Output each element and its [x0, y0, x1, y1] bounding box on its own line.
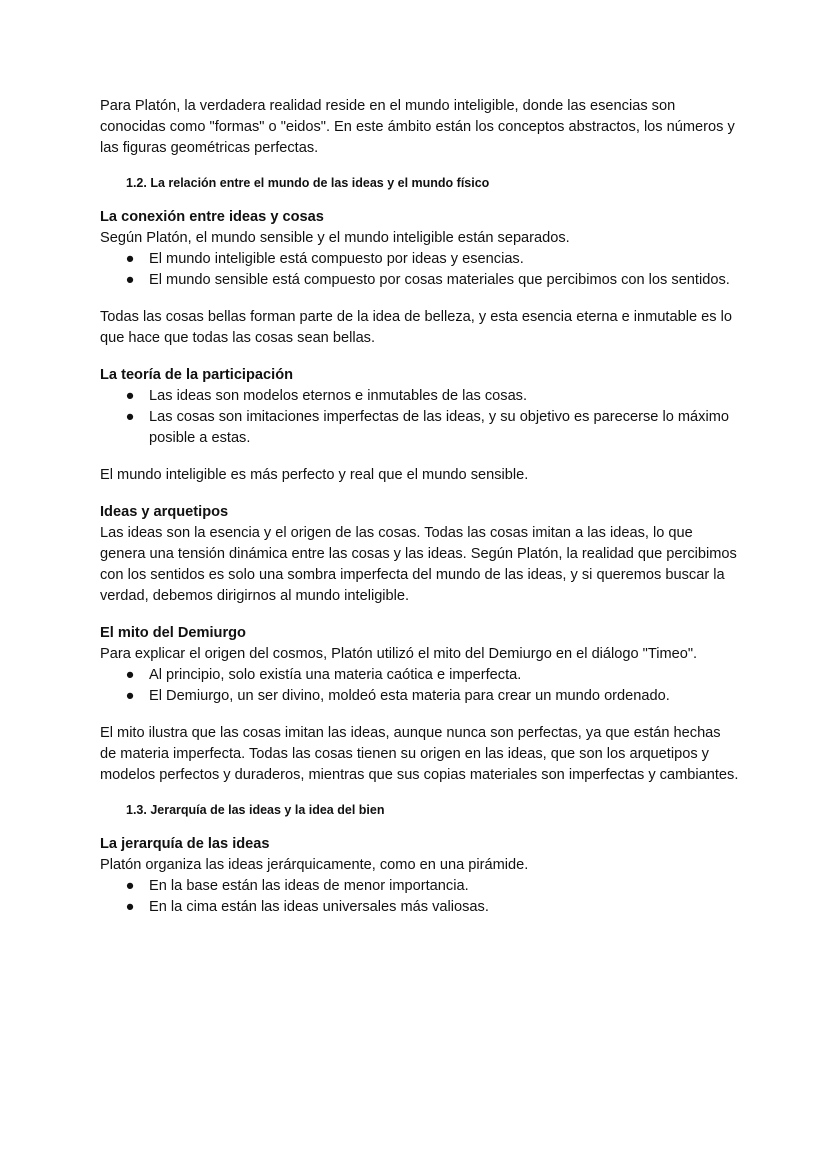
heading-arquetipos: Ideas y arquetipos — [100, 504, 229, 520]
section-heading-1-2: 1.2. La relación entre el mundo de las ideas y el mundo físico — [126, 176, 490, 190]
bullet-icon: ● — [125, 388, 135, 404]
list-demiurgo — [100, 665, 740, 707]
heading-participacion: La teoría de la participación — [100, 367, 294, 383]
list-item: ● Las cosas son imitaciones imperfectas de las ideas, y su objetivo es parecerse lo máximo posible a estas. — [125, 409, 729, 446]
paragraph-demiurgo: Para explicar el origen del cosmos, Platón utilizó el mito del Demiurgo en el diálogo "Timeo". — [100, 646, 698, 662]
bullet-icon: ● — [125, 899, 135, 915]
intro-paragraph: Para Platón, la verdadera realidad reside en el mundo inteligible, donde las esencias son conocidas como "formas" o "eidos". En este ámbito están los conceptos abstractos, los números y las figuras geométricas perfectas. — [100, 98, 735, 156]
list-item: ● En la cima están las ideas universales más valiosas. — [100, 897, 740, 918]
bullet-icon: ● — [125, 667, 135, 683]
list-item: ● Las ideas son modelos eternos e inmutables de las cosas. — [100, 386, 740, 407]
bullet-icon: ● — [125, 272, 135, 288]
heading-conexion: La conexión entre ideas y cosas — [100, 209, 324, 225]
heading-jerarquia: La jerarquía de las ideas — [100, 836, 270, 852]
list-conexion — [100, 249, 740, 291]
paragraph-inteligible: El mundo inteligible es más perfecto y real que el mundo sensible. — [100, 467, 529, 483]
list-item: ● El mundo sensible está compuesto por cosas materiales que percibimos con los sentidos. — [100, 270, 740, 291]
paragraph-conexion: Según Platón, el mundo sensible y el mundo inteligible están separados. — [100, 230, 570, 246]
list-item: ● Al principio, solo existía una materia caótica e imperfecta. — [100, 665, 740, 686]
section-heading-1-3: 1.3. Jerarquía de las ideas y la idea del bien — [126, 803, 385, 817]
list-participacion — [100, 386, 740, 449]
list-item: ● En la base están las ideas de menor importancia. — [100, 876, 740, 897]
paragraph-jerarquia: Platón organiza las ideas jerárquicamente, como en una pirámide. — [100, 857, 529, 873]
paragraph-belleza: Todas las cosas bellas forman parte de la idea de belleza, y esta esencia eterna e inmutable es lo que hace que todas las cosas sean bellas. — [100, 309, 732, 346]
paragraph-arquetipos: Las ideas son la esencia y el origen de las cosas. Todas las cosas imitan a las ideas, lo que genera una tensión dinámica entre las cosas y las ideas. Según Platón, la realidad que percibimos con los sentidos es solo una sombra imperfecta del mundo de las ideas, y si queremos buscar la verdad, debemos dirigirnos al mundo inteligible. — [100, 525, 737, 604]
list-jerarquia — [100, 876, 740, 918]
list-item: ● El mundo inteligible está compuesto por ideas y esencias. — [100, 249, 740, 270]
heading-demiurgo: El mito del Demiurgo — [100, 625, 246, 641]
paragraph-mito: El mito ilustra que las cosas imitan las ideas, aunque nunca son perfectas, ya que están hechas de materia imperfecta. Todas las cosas tienen su origen en las ideas, que son los arquetipos y modelos perfectos y duraderos, mientras que sus copias materiales son imperfectas y cambiantes. — [100, 725, 739, 783]
list-item: ● El Demiurgo, un ser divino, moldeó esta materia para crear un mundo ordenado. — [100, 686, 740, 707]
bullet-icon: ● — [125, 251, 135, 267]
bullet-icon: ● — [125, 688, 135, 704]
bullet-icon: ● — [125, 878, 135, 894]
bullet-icon: ● — [125, 409, 135, 425]
document-page — [100, 96, 740, 918]
